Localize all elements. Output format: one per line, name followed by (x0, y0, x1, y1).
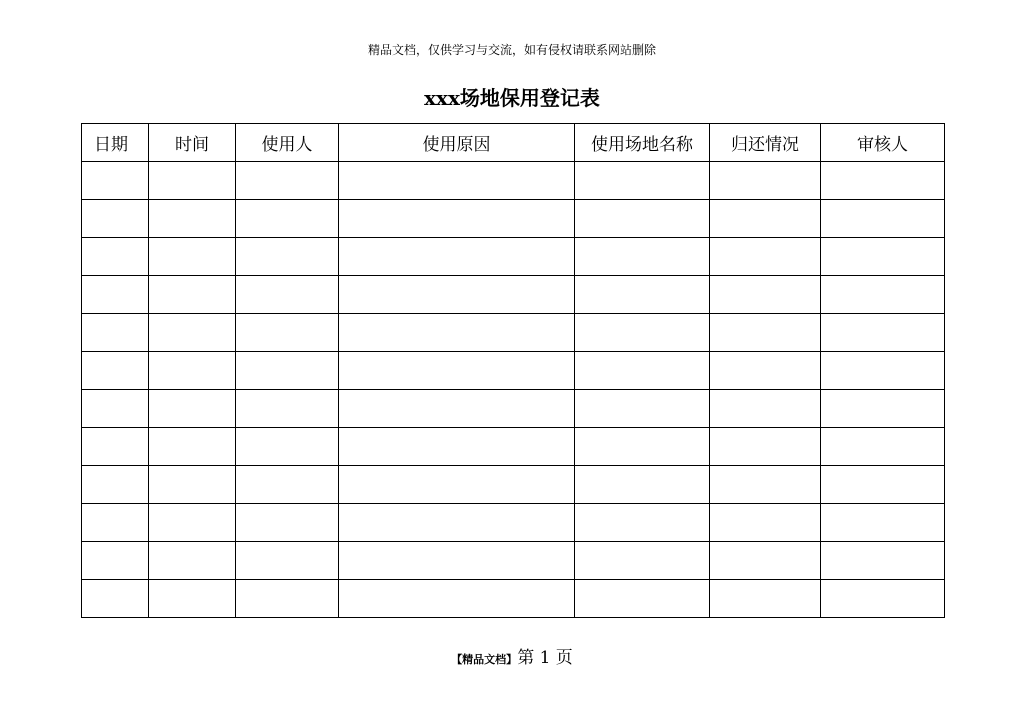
table-cell[interactable] (236, 162, 339, 200)
table-row (82, 276, 945, 314)
table-row (82, 580, 945, 618)
table-cell[interactable] (149, 466, 236, 504)
table-cell[interactable] (149, 504, 236, 542)
table-cell[interactable] (236, 200, 339, 238)
table-row (82, 466, 945, 504)
page-footer (0, 646, 1024, 672)
table-cell[interactable] (710, 238, 821, 276)
table-cell[interactable] (575, 238, 710, 276)
table-cell[interactable] (236, 352, 339, 390)
table-cell[interactable] (710, 580, 821, 618)
table-cell[interactable] (821, 276, 945, 314)
table-row (82, 542, 945, 580)
column-header-reason: 使用原因 (339, 124, 575, 162)
table-cell[interactable] (82, 466, 149, 504)
table-cell[interactable] (710, 276, 821, 314)
footer-tag: 【精品文档】 (451, 653, 518, 666)
table-cell[interactable] (149, 314, 236, 352)
table-cell[interactable] (710, 542, 821, 580)
table-cell[interactable] (82, 390, 149, 428)
table-row (82, 390, 945, 428)
page-title: xxx场地保用登记表 (424, 86, 600, 110)
table-cell[interactable] (821, 504, 945, 542)
column-header-venue-name: 使用场地名称 (575, 124, 710, 162)
table-cell[interactable] (821, 542, 945, 580)
table-cell[interactable] (149, 200, 236, 238)
table-cell[interactable] (82, 352, 149, 390)
table-cell[interactable] (82, 542, 149, 580)
table-cell[interactable] (339, 542, 575, 580)
table-cell[interactable] (149, 580, 236, 618)
table-cell[interactable] (339, 238, 575, 276)
table-cell[interactable] (82, 504, 149, 542)
table-cell[interactable] (339, 162, 575, 200)
table-cell[interactable] (82, 238, 149, 276)
table-cell[interactable] (339, 504, 575, 542)
table-cell[interactable] (710, 314, 821, 352)
table-cell[interactable] (82, 200, 149, 238)
table-row (82, 314, 945, 352)
table-cell[interactable] (575, 200, 710, 238)
table-cell[interactable] (339, 200, 575, 238)
table-cell[interactable] (821, 238, 945, 276)
table-cell[interactable] (575, 542, 710, 580)
table-cell[interactable] (575, 504, 710, 542)
table-row (82, 504, 945, 542)
table-cell[interactable] (149, 390, 236, 428)
table-cell[interactable] (821, 390, 945, 428)
table-cell[interactable] (710, 466, 821, 504)
table-cell[interactable] (82, 428, 149, 466)
table-cell[interactable] (821, 466, 945, 504)
table-cell[interactable] (339, 352, 575, 390)
table-cell[interactable] (821, 428, 945, 466)
table-row (82, 238, 945, 276)
table-cell[interactable] (339, 390, 575, 428)
table-cell[interactable] (575, 276, 710, 314)
table-header-row (82, 124, 945, 162)
column-header-time: 时间 (149, 124, 236, 162)
table-cell[interactable] (149, 542, 236, 580)
table-cell[interactable] (339, 314, 575, 352)
table-cell[interactable] (236, 542, 339, 580)
table-cell[interactable] (710, 200, 821, 238)
table-cell[interactable] (575, 352, 710, 390)
table-cell[interactable] (149, 276, 236, 314)
table-cell[interactable] (710, 428, 821, 466)
table-cell[interactable] (82, 580, 149, 618)
table-row (82, 352, 945, 390)
table-row (82, 162, 945, 200)
page-number: 第 1 页 (517, 648, 573, 668)
table-cell[interactable] (710, 352, 821, 390)
table-cell[interactable] (339, 276, 575, 314)
table-cell[interactable] (236, 580, 339, 618)
table-cell[interactable] (82, 162, 149, 200)
table-cell[interactable] (821, 314, 945, 352)
table-cell[interactable] (575, 314, 710, 352)
table-cell[interactable] (339, 428, 575, 466)
table-cell[interactable] (82, 276, 149, 314)
column-header-user: 使用人 (236, 124, 339, 162)
table-cell[interactable] (236, 238, 339, 276)
column-header-reviewer: 审核人 (821, 124, 945, 162)
table-cell[interactable] (821, 580, 945, 618)
table-row (82, 428, 945, 466)
table-cell[interactable] (339, 466, 575, 504)
table-cell[interactable] (575, 428, 710, 466)
header-note: 精品文档，仅供学习与交流，如有侵权请联系网站删除 (367, 43, 656, 57)
table-cell[interactable] (236, 314, 339, 352)
table-cell[interactable] (236, 390, 339, 428)
table-cell[interactable] (236, 504, 339, 542)
table-cell[interactable] (710, 162, 821, 200)
table-cell[interactable] (821, 200, 945, 238)
table-cell[interactable] (710, 390, 821, 428)
registration-table (81, 123, 945, 618)
table-body (82, 162, 945, 618)
column-header-return-status: 归还情况 (710, 124, 821, 162)
table-row (82, 200, 945, 238)
table-cell[interactable] (236, 466, 339, 504)
table-cell[interactable] (149, 428, 236, 466)
column-header-date: 日期 (82, 124, 149, 162)
table-cell[interactable] (575, 162, 710, 200)
table-cell[interactable] (339, 580, 575, 618)
table-cell[interactable] (821, 162, 945, 200)
table-cell[interactable] (149, 352, 236, 390)
table-cell[interactable] (575, 466, 710, 504)
table-cell[interactable] (821, 352, 945, 390)
table-cell[interactable] (82, 314, 149, 352)
table-cell[interactable] (710, 504, 821, 542)
table-cell[interactable] (149, 162, 236, 200)
table-cell[interactable] (575, 580, 710, 618)
table-cell[interactable] (236, 276, 339, 314)
table-cell[interactable] (149, 238, 236, 276)
table-cell[interactable] (236, 428, 339, 466)
table-cell[interactable] (575, 390, 710, 428)
